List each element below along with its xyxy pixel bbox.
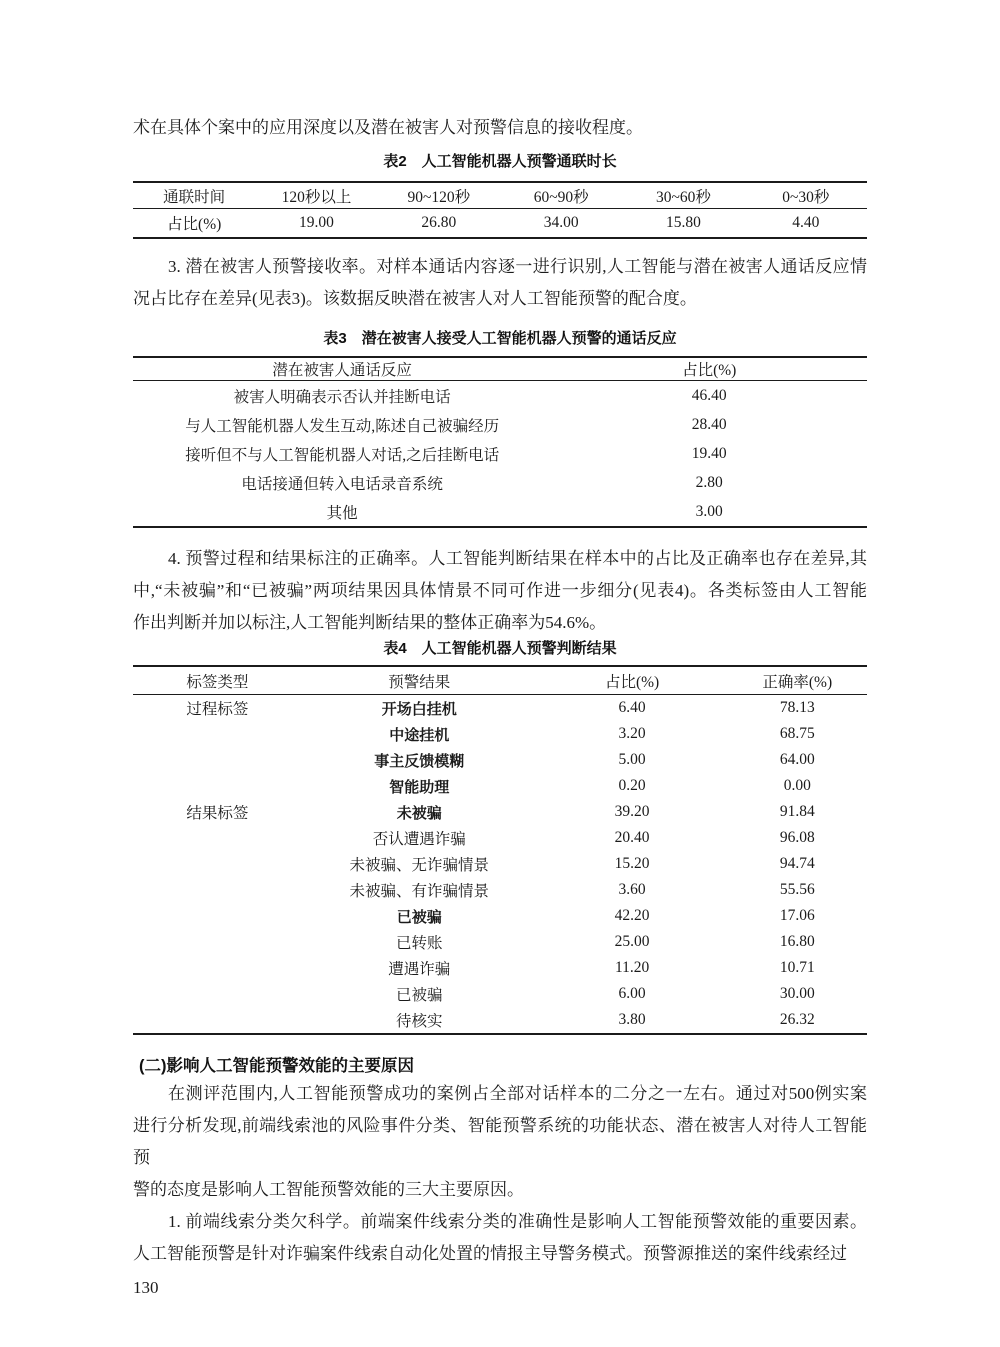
table-row [133,981,867,1007]
table-cell: 3.60 [618,881,646,898]
table-cell: 17.06 [779,907,815,924]
table-cell [133,721,302,747]
table-cell [133,1007,302,1034]
table3-caption: 表3 潜在被害人接受人工智能机器人预警的通话反应 [323,330,677,347]
table-cell: 55.56 [779,881,815,898]
table-body [133,381,867,528]
table-cell: 96.08 [779,829,815,846]
table-cell: 遭遇诈骗 [388,961,451,978]
table-cell: 30.00 [779,985,815,1002]
table-cell: 15.80 [666,214,701,231]
table-cell: 已被骗 [395,987,443,1004]
table-cell: 4.40 [792,214,820,231]
table-cell: 3.80 [618,1011,646,1028]
header-row [133,357,867,381]
table-judgment-results [133,665,867,1035]
table-row [133,825,867,851]
page-number: 130 [133,1278,159,1297]
table-call-reactions [133,356,867,528]
paragraph-label-accuracy [133,543,867,639]
table-cell: 结果标签 [186,805,249,822]
column-header: 60~90秒 [533,188,589,206]
table-row [133,955,867,981]
table-row [133,497,867,527]
table-cell: 未被骗、无诈骗情景 [349,857,489,874]
table-cell: 0.00 [783,777,811,794]
column-header: 占比(%) [604,673,660,691]
table-cell: 待核实 [395,1013,443,1030]
table-cell: 68.75 [779,725,815,742]
table-cell: 26.32 [779,1011,815,1028]
table4-caption: 表4 人工智能机器人预警判断结果 [383,640,617,657]
table-cell: 20.40 [614,829,650,846]
table-cell: 19.00 [299,214,334,231]
table-row [133,209,867,239]
table-cell: 46.40 [691,386,727,404]
column-header: 30~60秒 [656,188,711,206]
column-header: 正确率(%) [762,673,833,691]
table-cell [133,747,302,773]
table-cell: 与人工智能机器人发生互动,陈述自己被骗经历 [185,417,500,435]
section-heading: (二)影响人工智能预警效能的主要原因 [139,1057,414,1075]
table-cell: 28.40 [691,415,727,433]
table-cell: 15.20 [614,855,650,872]
body-text-line: 3. 潜在被害人预警接收率。对样本通话内容逐一进行识别,人工智能与潜在被害人通话反应情 [168,257,867,276]
table-cell: 5.00 [618,751,646,768]
table-cell: 3.20 [618,725,646,742]
table-cell: 其他 [326,504,358,522]
table-cell: 已转账 [395,935,443,952]
table-cell: 智能助理 [389,778,450,796]
table-row [133,903,867,929]
body-text-line: 进行分析发现,前端线索池的风险事件分类、智能预警系统的功能状态、潜在被害人对待人工智能预 [133,1116,867,1167]
paragraph-main-causes [133,1078,867,1206]
table-cell: 10.71 [779,959,815,976]
header-row [133,666,867,695]
table-cell: 64.00 [779,751,815,768]
table-head [133,357,867,381]
table-cell [133,903,302,929]
column-header: 120秒以上 [281,188,352,206]
column-header: 0~30秒 [782,188,830,206]
table-cell: 25.00 [614,933,650,950]
paragraph-reception-rate [133,251,867,315]
body-text-line: 4. 预警过程和结果标注的正确率。人工智能判断结果在样本中的占比及正确率也存在差异,其 [168,549,867,568]
paragraph-clue-classification [133,1206,867,1270]
column-header: 潜在被害人通话反应 [272,362,412,379]
table-cell: 78.13 [779,699,815,716]
body-text-line: 人工智能预警是针对诈骗案件线索自动化处置的情报主导警务模式。预警源推送的案件线索经过 [133,1244,847,1263]
body-text-line: 在测评范围内,人工智能预警成功的案例占全部对话样本的二分之一左右。通过对500例实案 [168,1084,867,1103]
table-cell [133,825,302,851]
table-cell: 19.40 [691,444,727,462]
table-row [133,747,867,773]
table-cell [133,929,302,955]
table-cell [133,981,302,1007]
table-cell: 被害人明确表示否认并挂断电话 [233,388,451,406]
body-text-line: 警的态度是影响人工智能预警效能的三大主要原因。 [133,1180,524,1199]
table-cell: 94.74 [779,855,815,872]
table-cell: 接听但不与人工智能机器人对话,之后挂断电话 [185,446,500,464]
column-header: 通联时间 [163,188,226,206]
body-text-line: 术在具体个案中的应用深度以及潜在被害人对预警信息的接收程度。 [133,118,643,137]
table-cell: 2.80 [695,473,723,491]
table-cell [133,851,302,877]
table-row [133,695,867,722]
table-cell [133,877,302,903]
table-head [133,182,867,209]
table-body [133,209,867,239]
body-text-line: 中,“未被骗”和“已被骗”两项结果因具体情景不同可作进一步细分(见表4)。各类标签由人工智能 [133,581,867,600]
table-row [133,381,867,411]
table-head [133,666,867,695]
table-cell: 34.00 [543,214,579,231]
table-cell: 过程标签 [186,701,249,718]
table-cell [133,773,302,799]
body-text-line: 作出判断并加以标注,人工智能判断结果的整体正确率为54.6%。 [133,613,607,632]
table-cell: 6.40 [618,699,646,716]
table-cell: 中途挂机 [389,726,450,744]
column-header: 90~120秒 [407,188,471,206]
table-cell: 6.00 [618,985,646,1002]
table-cell: 未被骗、有诈骗情景 [349,883,489,900]
table-row [133,439,867,468]
table-row [133,877,867,903]
table-cell [133,955,302,981]
table-row [133,468,867,497]
body-text-line: 1. 前端线索分类欠科学。前端案件线索分类的准确性是影响人工智能预警效能的重要因素。 [168,1212,867,1231]
table-cell: 0.20 [618,777,646,794]
table-cell: 事主反馈模糊 [374,752,465,770]
table-cell: 16.80 [779,933,815,950]
table-cell: 42.20 [614,907,650,924]
table-body [133,695,867,1035]
table-cell: 3.00 [695,502,723,520]
table-row [133,929,867,955]
table-row [133,851,867,877]
table-call-duration [133,181,867,239]
header-row [133,182,867,209]
table-row [133,799,867,825]
table-row [133,1007,867,1034]
column-header: 占比(%) [682,362,737,379]
table-row [133,410,867,439]
table-cell: 26.80 [421,214,457,231]
table-row [133,721,867,747]
table-cell: 否认遭遇诈骗 [372,831,466,848]
column-header: 标签类型 [186,673,249,691]
table-cell: 11.20 [614,959,650,976]
table-cell: 39.20 [614,803,650,820]
table-cell: 电话接通但转入电话录音系统 [241,475,443,493]
table-row [133,773,867,799]
body-text-line: 况占比存在差异(见表3)。该数据反映潜在被害人对人工智能预警的配合度。 [133,289,697,308]
table-cell: 未被骗 [396,804,442,822]
table-cell: 开场白挂机 [381,700,457,718]
table-cell: 已被骗 [396,908,442,926]
table-cell: 91.84 [779,803,815,820]
table-cell: 占比(%) [167,216,222,233]
table2-caption: 表2 人工智能机器人预警通联时长 [383,153,617,170]
column-header: 预警结果 [388,673,451,691]
